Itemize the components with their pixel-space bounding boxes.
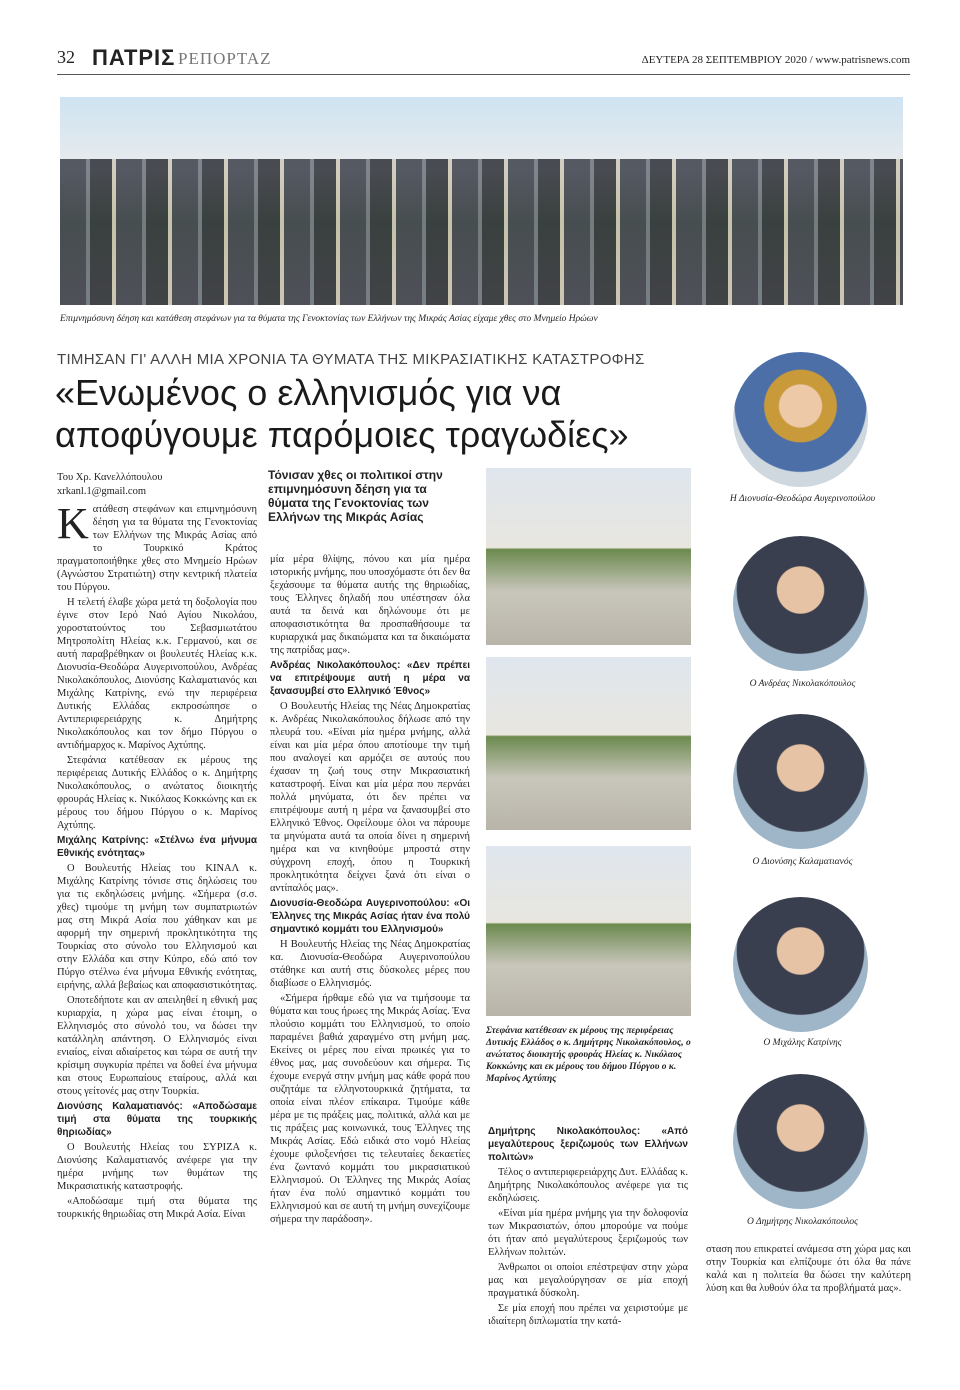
portrait-katrinis <box>733 897 868 1032</box>
subheading: Δημήτρης Νικολακόπουλος: «Από μεγαλύτερους ξεριζωμούς των Ελλήνων πολιτών» <box>488 1126 688 1163</box>
paragraph: Ο Βουλευτής Ηλείας του ΣΥΡΙΖΑ κ. Διονύσης Καλαματιανός ανέφερε για την ημέρα μνήμης των θυμάτων της Μικρασιατικής καταστροφής. <box>57 1142 257 1192</box>
paragraph: Η τελετή έλαβε χώρα μετά τη δοξολογία που έγινε στον Ιερό Ναό Αγίου Νικολάου, χοροστατούντος του Σεβασμιωτάτου Μητροπολίτη Ηλείας κ.κ. Γερμανού, και σε αυτή παραβρέθηκαν οι βουλευτές Ηλείας κ.κ. Διονυσία-Θεοδώρα Αυγερινοπούλου, Ανδρέας Νικολακόπουλος, Διονύσης Καλαματιανός και Μιχάλης Κατρίνης, ενώ την περιφέρεια Δυτικής Ελλάδας εκπροσώπησε ο Αντιπεριφερειάρχης κ. Δημήτρης Νικολακόπουλος και τον δήμο Πύργου ο αντιδήμαρχος κ. Μαρίνος Αχτύπης. <box>57 597 257 751</box>
headline: «Ενωμένος ο ελληνισμός για να αποφύγουμε παρόμοιες τραγωδίες» <box>55 372 629 455</box>
portrait-dimitris-nikolakopoulos <box>733 1074 868 1209</box>
paragraph: ατάθεση στεφάνων και επιμνημόσυνη δέηση για τα θύματα της Γενοκτονίας των Ελλήνων της Μικράς Ασίας από το Τουρκικό Κράτος πραγματοποιήθηκε χθες στο Μνημείο Ηρώων (Αγνώστου Στρατιώτη) στην κεντρική πλατεία του Πύργου. <box>57 504 257 593</box>
column-1 <box>57 499 258 1223</box>
portrait-kalamatianos <box>733 714 868 849</box>
wreath-photos-caption: Στεφάνια κατέθεσαν εκ μέρους της περιφέρειας Δυτικής Ελλάδος ο κ. Δημήτρης Νικολακόπουλος, ο ανώτατος διοικητής φρουράς Ηλείας κ. Νικόλαος Κοκκώνης και εκ μέρους του δήμου Πύργου ο κ. Μαρίνος Αχτύπης <box>486 1026 691 1084</box>
portrait-caption: Ο Ανδρέας Νικολακόπουλος <box>749 679 856 689</box>
wreath-photo-1 <box>486 468 691 645</box>
paragraph: Στεφάνια κατέθεσαν εκ μέρους της περιφέρειας Δυτικής Ελλάδος ο κ. Δημήτρης Νικολακόπουλος, ο ανώτατος διοικητής φρουράς Ηλείας κ. Νικόλαος Κοκκώνης και εκ μέρους του δήμου Πύργου ο κ. Μαρίνος Αχτύπης. <box>57 755 257 831</box>
section-name: ΡΕΠΟΡΤΑΖ <box>178 49 272 68</box>
wreath-photo-3 <box>486 846 691 1016</box>
column-2 <box>270 553 470 1228</box>
drop-cap: Κ <box>57 499 89 548</box>
paragraph: Ο Βουλευτής Ηλείας του ΚΙΝΑΛ κ. Μιχάλης Κατρίνης τόνισε στις δηλώσεις του για τις εκδηλώσεις μνήμης. «Σήμερα (σ.σ. χθες) τιμούμε τη μνήμη των συμπατριωτών μας στη Μικρά Ασία που χάθηκαν και με αφορμή την σημερινή προκλητικότητα της Τουρκίας στο σύνολο του Ελληνισμού και στην Ελλάδα και στην Κύπρο, εδώ από τον Πύργο στέλνω ένα μήνυμα Εθνικής ενότητας, ειρήνης, αλλά βεβαίως και αποφασιστικότητας. <box>57 863 258 991</box>
paragraph: Η Βουλευτής Ηλείας της Νέας Δημοκρατίας κα. Διονυσία-Θεοδώρα Αυγερινοπούλου στάθηκε και αυτή στις δύσκολες μέρες που διαβίωσε ο Ελληνισμός. <box>270 939 470 989</box>
paragraph: Τέλος ο αντιπεριφερειάρχης Δυτ. Ελλάδας κ. Δημήτρης Νικολακόπουλος ανέφερε για τις εκδηλώσεις. <box>488 1167 688 1204</box>
header-rule <box>57 74 910 75</box>
paragraph: Σε μία εποχή που πρέπει να χειριστούμε με ιδιαίτερη διπλωματία την κατά- <box>488 1303 688 1327</box>
ceremony-photo <box>60 97 903 305</box>
paragraph: «Σήμερα ήρθαμε εδώ για να τιμήσουμε τα θύματα και τους ήρωες της Μικράς Ασίας. Ένα πλούσιο κομμάτι του Ελληνισμού, το οποίο παραμένει βαθιά χαραγμένο στη μνήμη μας. Εκείνες οι μέρες που είναι πρωικές για το έθνος μας, μας συνοδεύουν και σήμερα. Τις έχουμε ενεργά στην μνήμη μας κάθε φορά που συζητάμε τα ελληνοτουρκικά ζητήματα, τα οποία είναι πλέον επίκαιρα. Τιμούμε κάθε μέρα με τις πράξεις μας, πολιτικά, αλλά και με τις πράξεις μας κοινωνικά, τους Έλληνες της Μικράς Ασίας. Εδώ ειδικά στο νομό Ηλείας έχουμε φιλοξενήσει τις τελευταίες δεκαετίες ένα ζωντανό κομμάτι του μικρασιατικού Ελληνισμού. Οι Έλληνες της Μικράς Ασίας ήταν ένα πολύ σημαντικό κομμάτι του Ελληνισμού και σε αυτή τη μνήμη συνεχίζουμε σήμερα την παράδοση». <box>270 993 470 1225</box>
pull-quote: Τόνισαν χθες οι πολιτικοί στην επιμνημόσυνη δέηση για τα θύματα της Γενοκτονίας των Ελλήνων της Μικράς Ασίας <box>268 468 443 524</box>
portrait-avgerinopoulou <box>733 352 868 487</box>
portrait-caption: Ο Μιχάλης Κατρίνης <box>763 1038 842 1048</box>
paragraph: Οποτεδήποτε και αν απειληθεί η εθνική μας κυριαρχία, η χώρα μας είναι έτοιμη, ο Ελληνισμός στο σύνολό του, να δώσει την κατάλληλη απάντηση. Ο Ελληνισμός είναι ενιαίος, είναι αδιαίρετος και τώρα σε αυτή την κρίσιμη συγκυρία πρέπει να δοθεί ένα μήνυμα και στους Ευρωπαίους εταίρους, αλλά και στους γείτονές μας στην Τουρκία. <box>57 995 257 1097</box>
subheading: Διονύσης Καλαματιανός: «Αποδώσαμε τιμή στα θύματα της τουρκικής θηριωδίας» <box>57 1101 257 1138</box>
paragraph: «Αποδώσαμε τιμή στα θύματα της τουρκικής θηριωδίας στη Μικρά Ασία. Είναι <box>57 1196 257 1220</box>
subheading: Ανδρέας Νικολακόπουλος: «Δεν πρέπει να επιτρέψουμε αυτή η μέρα να ξανασυμβεί στο Ελληνικό Έθνος» <box>270 660 470 697</box>
paragraph: μία μέρα θλίψης, πόνου και μία ημέρα ιστορικής μνήμης, που υποσχόμαστε ότι δεν θα ξεχάσουμε τα θύματα αυτής της θηριωδίας, τους Έλληνες δηλαδή που υπέστησαν όλα αυτά τα δεινά και δηλώνουμε ότι με αποφασιστικότητα θα προσπαθήσουμε τα κυριαρχικά μας δικαιώματα και τα δικαιώματα της πατρίδας μας». <box>270 554 470 656</box>
byline <box>57 471 257 499</box>
date-and-website: ΔΕΥΤΕΡΑ 28 ΣΕΠΤΕΜΒΡΙΟΥ 2020 / www.patrisnews.com <box>641 54 910 66</box>
column-3 <box>488 1125 688 1330</box>
paragraph: Άνθρωποι οι οποίοι επέστρεψαν στην χώρα μας και μεγαλούργησαν σε μία εποχή πραγματικά δύσκολη. <box>488 1262 688 1299</box>
portrait-caption: Ο Δημήτρης Νικολακόπουλος <box>746 1217 859 1227</box>
newspaper-brand: ΠΑΤΡΙΣ <box>92 45 176 70</box>
paragraph: Ο Βουλευτής Ηλείας της Νέας Δημοκρατίας κ. Ανδρέας Νικολακόπουλος δήλωσε από την πλευρά του. «Είναι μία ημέρα μνήμης, αλλά είναι και μία μέρα όπου αποτίουμε την τιμή που αναλογεί και αρμόζει σε αυτούς που έχασαν τη ζωή τους στην Μικρασιατική καταστροφή. Είναι και μία μέρα που περνάει πολλά μηνύματα, ότι δεν πρέπει να επιτρέψουμε αυτή η μέρα να ξανασυμβεί στο Ελληνικό Έθνος. Οφείλουμε όλοι να πάρουμε τα μηνύματα αυτά τα οποία δίνει η σημερινή ημέρα και να κινηθούμε μπροστά στην σύγχρονη εποχή, όπου η Τουρκική προκλητικότητα δείχνει ξανά ότι είναι ο αντίπαλός μας». <box>270 701 470 894</box>
ceremony-attendees <box>60 159 903 305</box>
paragraph: σταση που επικρατεί ανάμεσα στη χώρα μας και στην Τουρκία και ελπίζουμε ότι όλα θα πάνε καλά και η πολιτεία θα δώσει την καλύτερη λύση και θα λυθούν όλα τα προβλήματά μας». <box>706 1244 911 1294</box>
author-email[interactable]: xrkanl.1@gmail.com <box>57 486 146 497</box>
top-photo-caption: Επιμνημόσυνη δέηση και κατάθεση στεφάνων για τα θύματα της Γενοκτονίας των Ελλήνων της Μικράς Ασίας είχαμε χθες στο Μνημείο Ηρώων <box>60 314 598 324</box>
wreath-photo-2 <box>486 657 691 830</box>
subheading: Διονυσία-Θεοδώρα Αυγερινοπούλου: «Οι Έλληνες της Μικράς Ασίας ήταν ένα πολύ σημαντικό κομμάτι του Ελληνισμού» <box>270 898 470 935</box>
portrait-andreas-nikolakopoulos <box>733 536 868 671</box>
kicker: ΤΙΜΗΣΑΝ ΓΙ' ΑΛΛΗ ΜΙΑ ΧΡΟΝΙΑ ΤΑ ΘΥΜΑΤΑ ΤΗΣ ΜΙΚΡΑΣΙΑΤΙΚΗΣ ΚΑΤΑΣΤΡΟΦΗΣ <box>57 351 645 368</box>
subheading: Μιχάλης Κατρίνης: «Στέλνω ένα μήνυμα Εθνικής ενότητας» <box>57 835 257 859</box>
page-number: 32 <box>57 47 75 67</box>
author-name: Του Χρ. Κανελλόπουλου <box>57 472 163 483</box>
column-4 <box>706 1243 911 1297</box>
portrait-caption: Η Διονυσία-Θεοδώρα Αυγερινοπούλου <box>729 494 876 504</box>
paragraph: «Είναι μία ημέρα μνήμης για την δολοφονία των Μικρασιατών, όπου μπορούμε να πούμε ότι ήταν από μεγαλύτερους ξεριζωμούς των Ελλήνων πολιτών. <box>488 1208 688 1258</box>
portrait-caption: Ο Διονύσης Καλαματιανός <box>752 857 853 867</box>
